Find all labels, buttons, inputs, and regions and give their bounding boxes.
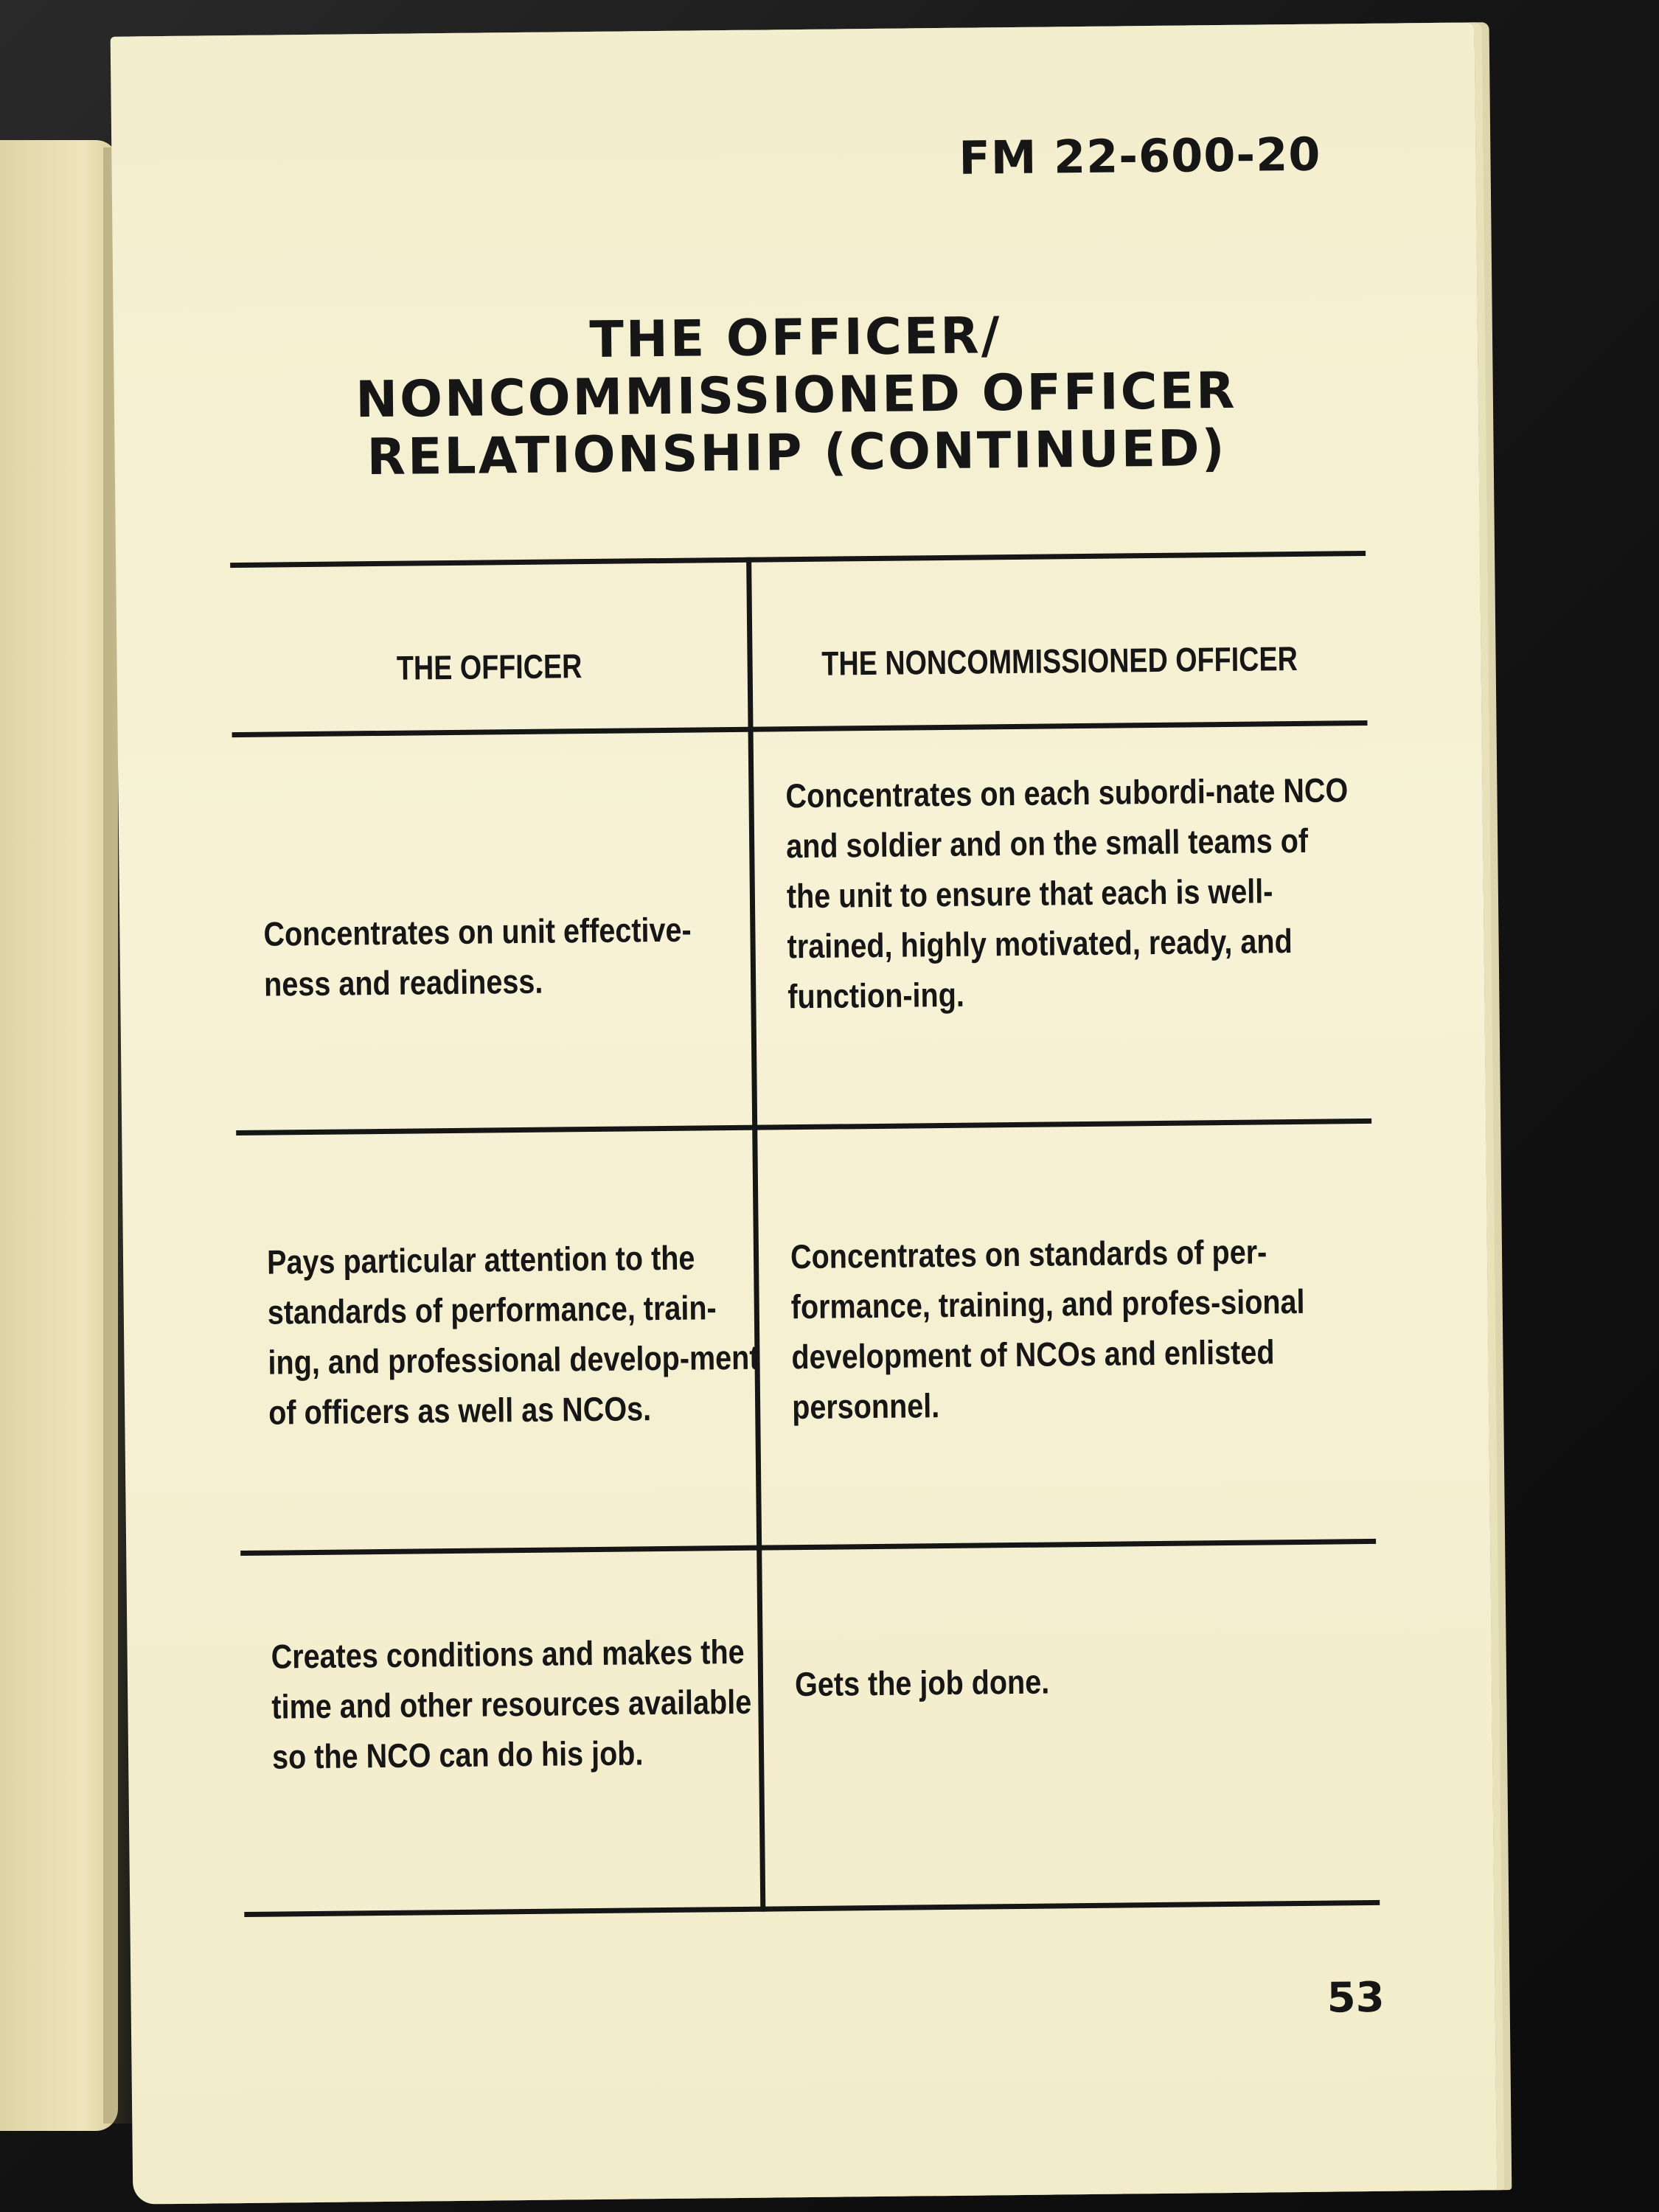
table-rule-bottom [244,1900,1380,1917]
title-line-2: NONCOMMISSIONED OFFICER [355,361,1237,430]
table-cell-officer-2: Pays particular attention to the standards of performance, train-ing, and professional develop-ment of officers as well as NCOs. [266,1238,759,1432]
book-page [111,22,1498,2204]
table-cell-nco-3: Gets the job done. [794,1662,1050,1704]
page-number: 53 [1326,1973,1385,2023]
column-header-nco: THE NONCOMMISSIONED OFFICER [821,639,1298,683]
table-rule-row-1 [236,1119,1371,1135]
table-rule-row-2 [240,1539,1376,1556]
table-rule-header-bottom [232,720,1368,737]
title-line-1: THE OFFICER/ [589,307,1002,369]
table-cell-nco-2: Concentrates on standards of per-formance, training, and profes-sional development of NCOs and enlisted personnel. [790,1232,1305,1427]
table-cell-nco-1: Concentrates on each subordi-nate NCO and soldier and on the small teams of the unit to ensure that each is well-trained, highly motivated, ready, and function-ing. [785,771,1349,1016]
form-number-header: FM 22-600-20 [958,127,1321,185]
table-cell-officer-3: Creates conditions and makes the time and other resources available so the NCO can do his job. [271,1632,752,1776]
column-header-officer: THE OFFICER [396,647,582,687]
title-line-3: RELATIONSHIP (CONTINUED) [366,419,1228,487]
left-page-edge [0,140,118,2131]
relationship-table [230,551,1380,1927]
table-cell-officer-1: Concentrates on unit effective-ness and readiness. [263,910,692,1004]
table-rule-top [230,551,1366,568]
page-title [261,304,1332,487]
